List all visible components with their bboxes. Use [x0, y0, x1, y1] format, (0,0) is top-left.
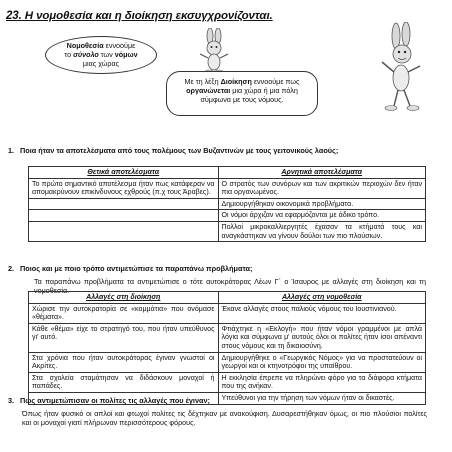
bubble2-text: μια χώρα ή μια πόλη: [230, 86, 298, 95]
table-row: [29, 372, 426, 392]
table-cell: Φτιάχτηκε η «Εκλογή» που ήταν νόμοι γραμμένοι με απλά λόγια και σύμφωνα μ' αυτούς όλοι οι πολίτες ήταν ίσοι απέναντι στους νόμους και τη δικαιοσύνη.: [218, 323, 425, 352]
table-row: [29, 198, 426, 210]
rabbit-mascot-icon: [376, 22, 426, 114]
table-row: [29, 210, 426, 222]
bubble2-text: Με τη λέξη: [184, 77, 221, 86]
table-cell: Κάθε «θέμα» είχε το στρατηγό του, που ήταν υπεύθυνος γι' αυτό.: [29, 323, 219, 352]
term-sum: σύνολο: [73, 50, 99, 59]
definition-bubble-legislation: [45, 36, 157, 74]
table-cell: [29, 198, 219, 210]
question-number: 3.: [8, 396, 15, 405]
results-table: [28, 166, 426, 242]
question-number: 2.: [8, 264, 15, 273]
table-cell: Η εκκλησία έπρεπε να πληρώνει φόρο για τα διάφορα κτήματα που της ανήκαν.: [218, 372, 425, 392]
table-header-row: [29, 292, 426, 304]
table-cell: Στα σχολεία σταμάτησαν να διδάσκουν μοναχοί ή παπάδες.: [29, 372, 219, 392]
bubble2-text: σύμφωνα με τους νόμους.: [200, 95, 284, 104]
question-text: Ποια ήταν τα αποτελέσματα από τους πολέμους των Βυζαντινών με τους γειτονικούς λαούς;: [20, 146, 339, 155]
question-3: [8, 396, 210, 405]
reforms-table: [28, 291, 426, 405]
table-row: [29, 303, 426, 323]
table-row: [29, 178, 426, 198]
column-header: Αλλαγές στη διοίκηση: [29, 292, 219, 304]
bubble1-text: εννοούμε: [103, 41, 136, 50]
table-row: [29, 221, 426, 241]
question-2: [8, 264, 252, 273]
column-header: Θετικά αποτελέσματα: [29, 167, 219, 179]
bubble2-text: εννοούμε πως: [251, 77, 300, 86]
rabbit-mascot-icon: [196, 28, 232, 76]
bubble1-text: μιας χώρας: [82, 59, 120, 68]
table-cell: Στα χρόνια που ήταν αυτοκράτορας έγιναν γνωστοί οι Ακρίτες.: [29, 352, 219, 372]
column-header: Αλλαγές στη νομοθεσία: [218, 292, 425, 304]
term-laws: νόμων: [114, 50, 138, 59]
table-cell: Οι νόμοι άρχιζαν να εφαρμόζονται με άδικο τρόπο.: [218, 210, 426, 222]
table-cell: [29, 210, 219, 222]
page-title: 23. Η νομοθεσία και η διοίκηση εκσυγχρονίζονται.: [6, 10, 273, 22]
table-cell: Χώρισε την αυτοκρατορία σε «κομμάτια» που ονόμασε «θέματα».: [29, 303, 219, 323]
column-header: Αρνητικά αποτελέσματα: [218, 167, 426, 179]
question-number: 1.: [8, 146, 15, 155]
question-text: Ποιος και με ποιο τρόπο αντιμετώπισε τα παραπάνω προβλήματα;: [20, 264, 253, 273]
table-row: [29, 352, 426, 372]
answer-text: Όπως ήταν φυσικό οι απλοί και φτωχοί πολίτες τις δέχτηκαν με ανακούφιση. Δυσαρεστήθηκαν όμως, οι πιο πλούσιοι πολίτες και οι μοναχοί γιατί πλήρωναν περισσότερους φόρους.: [22, 409, 427, 427]
table-row: [29, 323, 426, 352]
bubble1-text: των: [98, 50, 115, 59]
table-header-row: [29, 167, 426, 179]
term-administration: Διοίκηση: [220, 77, 252, 86]
table-cell: Ο στρατός των συνόρων και των ακριτικών περιοχών δεν ήταν πια οργανωμένος.: [218, 178, 426, 198]
table-cell: Το πρώτο σημαντικό αποτέλεσμα ήταν πως κατάφεραν να απομακρύνουν επικίνδυνους εχθρούς (π.χ τους Άραβες).: [29, 178, 219, 198]
table-cell: [29, 221, 219, 241]
table-cell: Δημιουργήθηκε ο «Γεωργικός Νόμος» για να προστατεύουν οι γεωργοί και οι κτηνοτρόφοι της υπαίθρου.: [218, 352, 425, 372]
table-cell: Έκανε αλλαγές στους παλιούς νόμους του Ιουστινιανού.: [218, 303, 425, 323]
definition-bubble-administration: [166, 71, 318, 116]
table-cell: Υπεύθυνοι για την τήρηση των νόμων ήταν οι δικαστές.: [218, 392, 425, 404]
term-organized: οργανώνεται: [186, 86, 231, 95]
term-legislation: Νομοθεσία: [66, 41, 104, 50]
question-text: Πως αντιμετώπισαν οι πολίτες τις αλλαγές που έγιναν;: [20, 396, 210, 405]
table-cell: Πολλοί μικροκαλλιεργητές έχασαν τα κτήματά τους και αναγκάστηκαν να γίνουν δούλοι των πιο πλούσιων.: [218, 221, 426, 241]
bubble1-text: το: [64, 50, 74, 59]
table-cell: Δημιουργήθηκαν οικονομικά προβλήματα.: [218, 198, 426, 210]
question-1: [8, 146, 338, 155]
answer-intro-text: Τα παραπάνω προβλήματα τα αντιμετώπισε ο τότε αυτοκράτορας Λέων Γ΄ ο Ίσαυρος με αλλαγές στη διοίκηση και τη νομοθεσία.: [34, 277, 426, 295]
